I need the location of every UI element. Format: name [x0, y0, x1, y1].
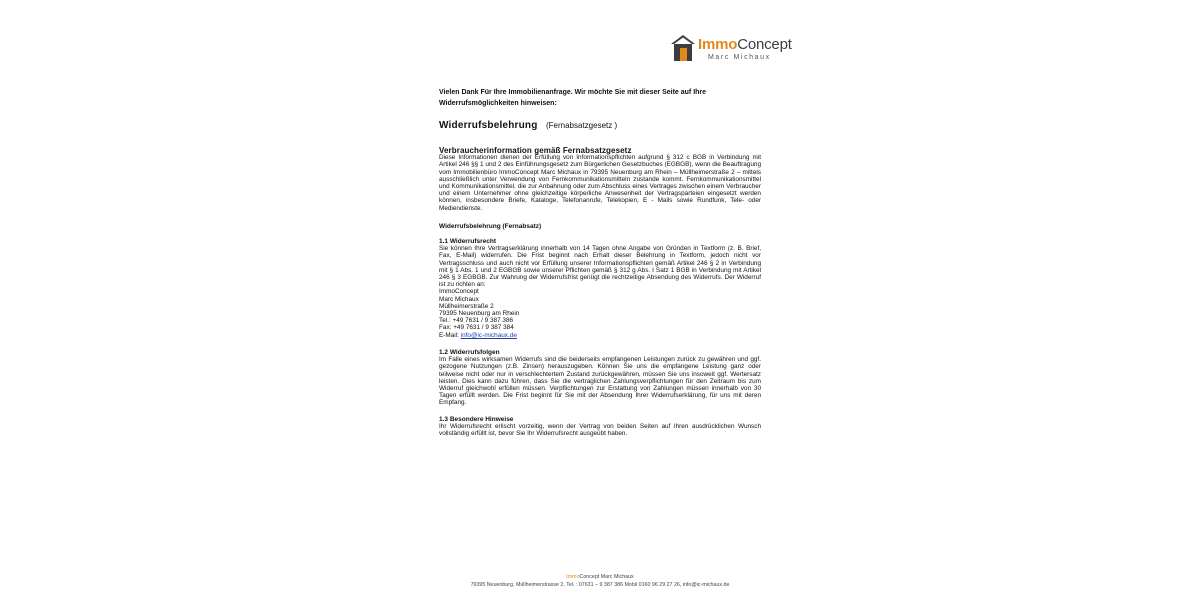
logo-wordmark: ImmoConcept [698, 36, 792, 53]
address-line: Marc Michaux [439, 295, 479, 303]
address-block [439, 288, 761, 338]
subsection-text: Im Falle eines wirksamen Widerrufs sind die beiderseits empfangenen Leistungen zurück zu gewähren und ggf. gezogene Nutzungen (z.B. Zinsen) herauszugeben. Können Sie uns die empfangene Leistung ganz oder teilweise nicht oder nur in verschlechtertem Zustand zurückgewähren, müssen Sie uns insoweit ggf. Wertersatz leisten. Dies kann dazu führen, dass Sie die vertraglichen Zahlungsverpflichtungen für den Zeitraum bis zum Widerruf gleichwohl erfüllen müssen. Verpflichtungen zur Erstattung von Zahlungen müssen innerhalb von 30 Tagen erfüllt werden. Die Frist beginnt für Sie mit der Absendung Ihrer Widerrufserklärung, für uns mit deren Empfang. [439, 356, 761, 407]
email-link[interactable]: info@ic-michaux.de [460, 331, 517, 339]
address-line: 79395 Neuenburg am Rhein [439, 310, 520, 318]
address-line: Fax: +49 7631 / 9 387 384 [439, 324, 514, 332]
house-logo-icon [671, 34, 695, 62]
address-line: Müllheimerstraße 2 [439, 302, 494, 310]
footer-address: 79395 Neuenburg, Müllheimerstrasse 2, Tel. : 07631 – 9 387 386 Mobil 0160 96 29 27 26, info@ic-michaux.de [470, 582, 730, 588]
intro-text: Vielen Dank Für Ihre Immobilienanfrage. Wir möchte Sie mit dieser Seite auf Ihre Widerrufsmöglichkeiten hinweisen: [439, 89, 707, 107]
section-revocation-consequences [439, 349, 761, 407]
subsection-title: 1.2 Widerrufsfolgen [439, 349, 500, 356]
subsection-title: 1.3 Besondere Hinweise [439, 416, 514, 423]
page-subtitle: (Fernabsatzgesetz ) [545, 121, 618, 130]
section-text: Diese Informationen dienen der Erfüllung von Informationspflichten aufgrund § 312 c BGB in Verbindung mit Artikel 246 §§ 1 und 2 des Einführungsgesetz zum Bürgerlichen Gesetzbuches (EGBGB), wenn die Beauftragung vom Immobilienbüro ImmoConcept Marc Michaux in 79395 Neuenburg am Rhein – Müllheimerstraße 2 – mittels ausschließlich unter Verwendung von Fernkommunikationsmitteln zustande kommt. Fernkommunikationsmittel und Kommunikationsmittel, die zur Anbahnung oder zum Abschluss eines Vertrages zwischen einem Verbraucher und einem Unternehmer ohne gleichzeitige körperliche Anwesenheit der Vertragsparteien eingesetzt werden können, insbesondere Briefe, Kataloge, Telefonanrufe, Telekopien, E - Mails sowie Rundfunk, Tele- oder Mediendienste. [439, 154, 761, 212]
company-logo [671, 34, 792, 64]
address-line: ImmoConcept [439, 288, 479, 296]
section-title: Verbraucherinformation gemäß Fernabsatzgesetz [439, 146, 632, 155]
subsection-title: 1.1 Widerrufsrecht [439, 238, 497, 245]
section-special-notes [439, 416, 761, 438]
section-consumer-info [439, 147, 761, 212]
section-revocation-right [439, 238, 761, 339]
email-label: E-Mail: [439, 331, 459, 339]
logo-subline: Marc Michaux [708, 54, 771, 61]
email-line [439, 332, 761, 339]
subsection-text: Ihr Widerrufsrecht erlischt vorzeitig, wenn der Vertrag von beiden Seiten auf Ihren ausdrücklichen Wunsch vollständig erfüllt ist, bevor Sie Ihr Widerrufsrecht ausgeübt haben. [439, 423, 761, 438]
address-line: Tel.: +49 7631 / 9 387 386 [439, 317, 514, 325]
section-revocation-title: Widerrufsbelehrung (Fernabsatz) [439, 223, 542, 230]
document-heading [439, 115, 617, 133]
footer-company: ImmoConcept Marc Michaux [566, 574, 634, 580]
page-title: Widerrufsbelehrung [439, 120, 538, 131]
subsection-text: Sie können Ihre Vertragserklärung innerhalb von 14 Tagen ohne Angabe von Gründen in Textform (z. B. Brief, Fax, E-Mail) widerrufen. Die Frist beginnt nach Erhalt dieser Belehrung in Textform, jedoch nicht vor Vertragsschluss und auch nicht vor Erfüllung unserer Informationspflichten gemäß Artikel 246 § 2 in Verbindung mit § 1 Abs. 1 und 2 EGBGB sowie unserer Pflichten gemäß § 312 g Abs. I Satz 1 BGB in Verbindung mit Artikel 246 § 3 EGBGB. Zur Wahrung der Widerrufsfrist genügt die rechtzeitige Absendung des Widerrufs. Der Widerruf ist zu richten an: [439, 245, 761, 289]
